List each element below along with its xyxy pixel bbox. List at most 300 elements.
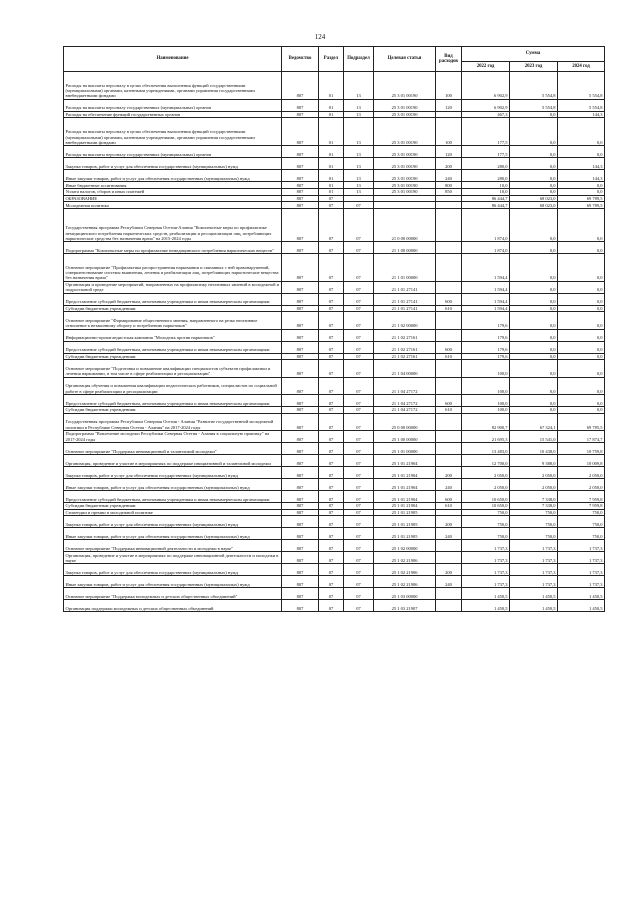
cell-csr: 21 1 01 27141	[374, 305, 436, 312]
table-row	[64, 502, 605, 509]
table-row	[64, 516, 605, 528]
cell-y1: 100,0	[462, 406, 510, 413]
cell-rz: 07	[319, 454, 344, 466]
cell-y2: 0,0	[510, 209, 558, 242]
cell-y2: 5 554,8	[510, 99, 558, 111]
cell-pr: 13	[344, 145, 374, 157]
cell-y3: 0,0	[558, 329, 605, 341]
cell-y2: 2 050,0	[510, 466, 558, 478]
cell-y3: 7 959,8	[558, 490, 605, 502]
cell-csr: 21 1 04 00000	[374, 360, 436, 377]
cell-vr	[436, 195, 462, 202]
cell-y3: 17 874,7	[558, 430, 605, 442]
cell-rz: 07	[319, 552, 344, 564]
cell-csr: 21 1 02 00000	[374, 312, 436, 329]
cell-y3: 2 050,0	[558, 478, 605, 490]
cell-ved: 807	[282, 157, 319, 169]
cell-y3: 1 737,3	[558, 576, 605, 588]
cell-y2: 0,0	[510, 329, 558, 341]
cell-ved: 807	[282, 478, 319, 490]
cell-csr: 25 3 01 00190	[374, 169, 436, 181]
cell-y1: 100,0	[462, 360, 510, 377]
cell-y3: 69 789,5	[558, 202, 605, 209]
cell-y3: 5 554,8	[558, 99, 605, 111]
cell-y3: 5 554,8	[558, 72, 605, 100]
col-ved-header: Ведомство	[282, 47, 319, 72]
cell-y2: 750,0	[510, 516, 558, 528]
cell-name: Стипендии и премии в молодежной политике	[64, 509, 282, 516]
cell-y2: 0,0	[510, 353, 558, 360]
cell-pr: 07	[344, 202, 374, 209]
cell-y1: 10 650,0	[462, 502, 510, 509]
cell-y3: 69 789,5	[558, 195, 605, 202]
cell-rz: 01	[319, 181, 344, 188]
cell-pr: 07	[344, 516, 374, 528]
cell-pr: 07	[344, 442, 374, 454]
cell-rz: 07	[319, 305, 344, 312]
cell-name: Государственная программа Республики Северная Осетия - Алания "Развитие государственной молодежной политики в Республике Северная Осетия - Алания" на 2017-2024 годы	[64, 413, 282, 430]
cell-pr: 13	[344, 157, 374, 169]
cell-pr: 13	[344, 99, 374, 111]
cell-vr	[436, 202, 462, 209]
cell-rz: 07	[319, 528, 344, 540]
cell-y3: 144,3	[558, 169, 605, 181]
cell-rz: 07	[319, 516, 344, 528]
table-row	[64, 118, 605, 146]
cell-rz: 07	[319, 564, 344, 576]
cell-csr: 25 3 01 00190	[374, 111, 436, 118]
cell-rz: 07	[319, 406, 344, 413]
cell-csr: 25 1 01 21904	[374, 454, 436, 466]
cell-y1: 1 594,4	[462, 253, 510, 281]
cell-y1: 1 874,0	[462, 209, 510, 242]
cell-y1: 467,3	[462, 111, 510, 118]
cell-csr: 25 3 01 00190	[374, 72, 436, 100]
cell-ved: 807	[282, 502, 319, 509]
cell-vr: 610	[436, 502, 462, 509]
table-row	[64, 181, 605, 188]
cell-rz: 01	[319, 72, 344, 100]
cell-ved: 807	[282, 293, 319, 305]
cell-ved: 807	[282, 181, 319, 188]
cell-name: Предоставление субсидий бюджетным, автономным учреждениям и иным некоммерческим организациям	[64, 293, 282, 305]
cell-name: Субсидии бюджетным учреждениям	[64, 502, 282, 509]
cell-y3: 0,0	[558, 305, 605, 312]
cell-ved: 807	[282, 281, 319, 293]
cell-pr: 07	[344, 430, 374, 442]
cell-y3: 0,0	[558, 353, 605, 360]
cell-rz: 07	[319, 394, 344, 406]
cell-y1: 10,0	[462, 188, 510, 195]
cell-pr: 07	[344, 478, 374, 490]
table-row	[64, 241, 605, 253]
cell-rz: 07	[319, 576, 344, 588]
cell-y2: 68 023,0	[510, 202, 558, 209]
table-row	[64, 377, 605, 394]
table-row	[64, 341, 605, 353]
cell-name: Закупка товаров, работ и услуг для обеспечения государственных (муниципальных) нужд	[64, 157, 282, 169]
cell-pr	[344, 195, 374, 202]
cell-y3: 0,0	[558, 312, 605, 329]
cell-y2: 7 338,0	[510, 490, 558, 502]
cell-y3: 0,0	[558, 394, 605, 406]
cell-ved: 807	[282, 72, 319, 100]
cell-y2: 1 737,3	[510, 552, 558, 564]
cell-vr: 200	[436, 157, 462, 169]
cell-y3: 0,0	[558, 241, 605, 253]
cell-vr: 610	[436, 353, 462, 360]
cell-vr	[436, 552, 462, 564]
table-row	[64, 540, 605, 552]
cell-y1: 13 483,0	[462, 442, 510, 454]
cell-csr: 25 1 00 00000	[374, 430, 436, 442]
cell-y2: 1 450,5	[510, 600, 558, 612]
cell-y2: 5 554,8	[510, 72, 558, 100]
cell-name: Субсидии бюджетным учреждениям	[64, 353, 282, 360]
cell-vr	[436, 360, 462, 377]
cell-vr	[436, 600, 462, 612]
cell-ved: 807	[282, 540, 319, 552]
cell-pr: 07	[344, 329, 374, 341]
cell-y2: 0,0	[510, 360, 558, 377]
cell-pr: 07	[344, 490, 374, 502]
cell-y2: 15 541,0	[510, 430, 558, 442]
cell-pr: 07	[344, 540, 374, 552]
cell-csr: 25 3 01 00190	[374, 145, 436, 157]
cell-y2: 1 737,3	[510, 564, 558, 576]
table-row	[64, 576, 605, 588]
cell-rz: 07	[319, 540, 344, 552]
cell-vr: 100	[436, 72, 462, 100]
cell-y1: 6 902,9	[462, 72, 510, 100]
cell-csr: 25 1 02 21906	[374, 552, 436, 564]
cell-y2: 0,0	[510, 305, 558, 312]
cell-y1: 21 695,3	[462, 430, 510, 442]
cell-csr	[374, 195, 436, 202]
cell-name: Информационно-пропагандистская кампания "Молодежь против наркотиков"	[64, 329, 282, 341]
cell-csr: 25 1 02 21906	[374, 564, 436, 576]
cell-vr: 600	[436, 293, 462, 305]
cell-name: Основное мероприятие "Профилактика распространения наркомании и связанных с ней правонарушений, совершенствование системы выявления, лечения и реабилитации лиц, потребляющих наркотические вещества без назначения врача"	[64, 253, 282, 281]
cell-y1: 179,6	[462, 341, 510, 353]
cell-y2: 67 324,1	[510, 413, 558, 430]
col-razdel-header: Раздел	[319, 47, 344, 72]
cell-y2: 0,0	[510, 253, 558, 281]
cell-rz: 07	[319, 502, 344, 509]
cell-y3: 0,0	[558, 118, 605, 146]
cell-pr: 13	[344, 169, 374, 181]
cell-ved: 807	[282, 188, 319, 195]
cell-y1: 177,5	[462, 145, 510, 157]
table-row	[64, 253, 605, 281]
cell-csr: 25 1 01 21904	[374, 466, 436, 478]
cell-ved: 807	[282, 528, 319, 540]
cell-name: Основное мероприятие "Формирование общественного мнения, направленного на резко негативное отношение к незаконному обороту и потреблению наркотиков"	[64, 312, 282, 329]
cell-rz: 01	[319, 118, 344, 146]
table-row	[64, 111, 605, 118]
cell-y3: 0,0	[558, 209, 605, 242]
cell-y1: 10 650,0	[462, 490, 510, 502]
cell-vr	[436, 111, 462, 118]
cell-rz: 01	[319, 157, 344, 169]
table-row	[64, 99, 605, 111]
cell-rz: 07	[319, 600, 344, 612]
cell-rz: 01	[319, 111, 344, 118]
cell-y3: 0,0	[558, 253, 605, 281]
cell-ved: 807	[282, 341, 319, 353]
cell-name: Подпрограмма "Комплексные меры по профилактике немедицинского потребления наркотических веществ"	[64, 241, 282, 253]
cell-vr: 240	[436, 478, 462, 490]
cell-csr: 25 1 01 21905	[374, 509, 436, 516]
cell-rz: 07	[319, 490, 344, 502]
cell-name: Иные закупки товаров, работ и услуг для обеспечения государственных (муниципальных) нужд	[64, 169, 282, 181]
cell-y3: 0,0	[558, 377, 605, 394]
cell-y3: 0,0	[558, 188, 605, 195]
cell-rz: 07	[319, 588, 344, 600]
cell-rz: 01	[319, 169, 344, 181]
cell-vr	[436, 413, 462, 430]
cell-name: Иные закупки товаров, работ и услуг для обеспечения государственных (муниципальных) нужд	[64, 528, 282, 540]
cell-csr: 25 1 02 00000	[374, 540, 436, 552]
cell-csr: 25 1 01 00000	[374, 442, 436, 454]
cell-y3: 7 959,8	[558, 502, 605, 509]
table-row	[64, 329, 605, 341]
cell-y3: 750,0	[558, 509, 605, 516]
table-row	[64, 442, 605, 454]
col-year2-header: 2023 год	[510, 62, 558, 72]
cell-rz: 07	[319, 353, 344, 360]
cell-csr: 21 0 00 00000	[374, 209, 436, 242]
table-row	[64, 454, 605, 466]
cell-rz: 07	[319, 281, 344, 293]
cell-y2: 0,0	[510, 181, 558, 188]
cell-y3: 1 450,5	[558, 588, 605, 600]
cell-pr: 07	[344, 413, 374, 430]
cell-vr	[436, 540, 462, 552]
cell-y2: 1 737,3	[510, 540, 558, 552]
cell-y3: 2 050,0	[558, 466, 605, 478]
cell-y3: 69 785,5	[558, 413, 605, 430]
cell-name: Предоставление субсидий бюджетным, автономным учреждениям и иным некоммерческим организациям	[64, 490, 282, 502]
table-row	[64, 588, 605, 600]
cell-name: Расходы на выплаты персоналу государственных (муниципальных) органов	[64, 145, 282, 157]
cell-pr: 07	[344, 502, 374, 509]
cell-ved: 807	[282, 209, 319, 242]
cell-pr: 07	[344, 377, 374, 394]
table-row	[64, 169, 605, 181]
cell-pr: 07	[344, 466, 374, 478]
cell-ved: 807	[282, 145, 319, 157]
cell-pr: 07	[344, 341, 374, 353]
cell-name: Предоставление субсидий бюджетным, автономным учреждениям и иным некоммерческим организациям	[64, 394, 282, 406]
table-row	[64, 72, 605, 100]
budget-table	[63, 46, 605, 612]
cell-vr	[436, 253, 462, 281]
cell-y3: 0,0	[558, 281, 605, 293]
cell-csr: 21 1 04 27172	[374, 377, 436, 394]
table-row	[64, 312, 605, 329]
cell-csr: 21 1 02 27161	[374, 329, 436, 341]
cell-ved: 807	[282, 329, 319, 341]
table-row	[64, 353, 605, 360]
cell-csr	[374, 202, 436, 209]
cell-name: Организация поддержки молодежных и детских общественных объединений	[64, 600, 282, 612]
cell-csr: 25 1 01 21904	[374, 478, 436, 490]
cell-pr: 13	[344, 72, 374, 100]
cell-name: Государственная программа Республики Северная Осетия-Алания "Комплексные меры по профилактике немедицинского потребления наркотических средств, реабилитации и ресоциализации лиц, потребляющих наркотические средства без назначения врача" на 2015-2024 годы	[64, 209, 282, 242]
cell-y2: 0,0	[510, 188, 558, 195]
cell-csr: 25 0 00 00000	[374, 413, 436, 430]
table-row	[64, 305, 605, 312]
table-row	[64, 466, 605, 478]
cell-csr: 25 3 01 00190	[374, 118, 436, 146]
cell-ved: 807	[282, 169, 319, 181]
cell-y2: 2 050,0	[510, 478, 558, 490]
cell-ved: 807	[282, 413, 319, 430]
cell-y1: 1 737,3	[462, 540, 510, 552]
cell-y3: 1 737,3	[558, 564, 605, 576]
col-name-header: Наименование	[64, 47, 282, 72]
cell-y2: 0,0	[510, 394, 558, 406]
cell-csr: 25 1 01 21905	[374, 528, 436, 540]
cell-y3: 750,0	[558, 516, 605, 528]
cell-name: Организация, проведение и участие в мероприятиях по поддержке инициативной и талантливой молодежи	[64, 454, 282, 466]
cell-name: Основное мероприятие "Поддержка молодежных и детских общественных объединений"	[64, 588, 282, 600]
cell-pr: 07	[344, 600, 374, 612]
cell-y1: 1 737,3	[462, 564, 510, 576]
cell-vr	[436, 329, 462, 341]
cell-pr: 13	[344, 188, 374, 195]
cell-y1: 750,0	[462, 509, 510, 516]
cell-rz: 07	[319, 442, 344, 454]
cell-y1: 1 450,5	[462, 600, 510, 612]
cell-y2: 1 450,5	[510, 588, 558, 600]
table-row	[64, 478, 605, 490]
cell-ved: 807	[282, 406, 319, 413]
cell-pr: 07	[344, 528, 374, 540]
cell-pr: 07	[344, 353, 374, 360]
cell-vr	[436, 241, 462, 253]
table-row	[64, 509, 605, 516]
table-row	[64, 195, 605, 202]
cell-csr: 25 3 01 00190	[374, 99, 436, 111]
cell-pr: 07	[344, 394, 374, 406]
cell-ved: 807	[282, 509, 319, 516]
cell-rz: 07	[319, 341, 344, 353]
cell-y1: 750,0	[462, 516, 510, 528]
table-row	[64, 528, 605, 540]
table-row	[64, 360, 605, 377]
cell-y1: 280,0	[462, 157, 510, 169]
cell-y2: 0,0	[510, 157, 558, 169]
cell-pr: 07	[344, 281, 374, 293]
cell-ved: 807	[282, 454, 319, 466]
cell-ved: 807	[282, 466, 319, 478]
cell-rz: 01	[319, 188, 344, 195]
cell-y1: 179,6	[462, 329, 510, 341]
cell-pr: 07	[344, 360, 374, 377]
cell-y3: 1 737,3	[558, 552, 605, 564]
table-row	[64, 413, 605, 430]
cell-y1: 1 737,3	[462, 552, 510, 564]
cell-ved: 807	[282, 600, 319, 612]
cell-pr: 07	[344, 406, 374, 413]
cell-rz: 07	[319, 413, 344, 430]
cell-y3: 1 737,3	[558, 540, 605, 552]
cell-vr: 600	[436, 341, 462, 353]
cell-pr: 07	[344, 293, 374, 305]
cell-name: Иные бюджетные ассигнования	[64, 181, 282, 188]
table-row	[64, 209, 605, 242]
cell-csr: 25 1 01 21905	[374, 516, 436, 528]
cell-name: Расходы на обеспечение функций государственных органов	[64, 111, 282, 118]
cell-pr: 07	[344, 552, 374, 564]
cell-y2: 0,0	[510, 111, 558, 118]
cell-rz: 07	[319, 241, 344, 253]
cell-name: Основное мероприятие "Подготовка и повышение квалификации специалистов субъектов профилактики и лечения наркомании, в том числе в сфере реабилитации и ресоциализации"	[64, 360, 282, 377]
cell-vr: 800	[436, 181, 462, 188]
cell-y2: 68 023,0	[510, 195, 558, 202]
cell-y1: 10,0	[462, 181, 510, 188]
cell-ved: 807	[282, 576, 319, 588]
cell-vr: 240	[436, 576, 462, 588]
col-year1-header: 2022 год	[462, 62, 510, 72]
cell-name: Основное мероприятие "Поддержка инновационной и талантливой молодежи"	[64, 442, 282, 454]
cell-ved: 807	[282, 195, 319, 202]
cell-ved: 807	[282, 430, 319, 442]
cell-csr: 25 3 01 00190	[374, 181, 436, 188]
cell-ved: 807	[282, 353, 319, 360]
table-row	[64, 430, 605, 442]
cell-csr: 21 1 02 27161	[374, 341, 436, 353]
cell-pr: 13	[344, 118, 374, 146]
cell-pr: 07	[344, 576, 374, 588]
cell-pr: 07	[344, 253, 374, 281]
cell-pr: 07	[344, 454, 374, 466]
col-vr-header: Вид расходов	[436, 47, 462, 72]
cell-rz: 07	[319, 312, 344, 329]
cell-y2: 7 338,0	[510, 502, 558, 509]
cell-name: Субсидии бюджетным учреждениям	[64, 406, 282, 413]
cell-name: Уплата налогов, сборов и иных платежей	[64, 188, 282, 195]
cell-y1: 179,6	[462, 312, 510, 329]
cell-vr: 240	[436, 528, 462, 540]
cell-pr: 13	[344, 181, 374, 188]
table-row	[64, 394, 605, 406]
cell-rz: 01	[319, 145, 344, 157]
cell-rz: 07	[319, 293, 344, 305]
cell-rz: 07	[319, 253, 344, 281]
cell-ved: 807	[282, 516, 319, 528]
cell-csr: 25 1 01 21904	[374, 502, 436, 509]
cell-rz: 07	[319, 478, 344, 490]
cell-ved: 807	[282, 490, 319, 502]
cell-csr: 25 1 01 21904	[374, 490, 436, 502]
cell-pr: 07	[344, 509, 374, 516]
cell-y2: 0,0	[510, 312, 558, 329]
cell-name: Расходы на выплаты персоналу в целях обеспечения выполнения функций государственными (муниципальными) органами, казенными учреждениями, органами управления государственными внебюджетными фондами	[64, 72, 282, 100]
cell-csr: 21 1 01 27141	[374, 293, 436, 305]
cell-rz: 01	[319, 99, 344, 111]
cell-pr: 13	[344, 111, 374, 118]
cell-y2: 0,0	[510, 377, 558, 394]
cell-y1: 280,0	[462, 169, 510, 181]
cell-y3: 10 009,8	[558, 454, 605, 466]
cell-rz: 07	[319, 466, 344, 478]
cell-y1: 177,5	[462, 118, 510, 146]
cell-pr: 07	[344, 312, 374, 329]
cell-pr: 07	[344, 564, 374, 576]
